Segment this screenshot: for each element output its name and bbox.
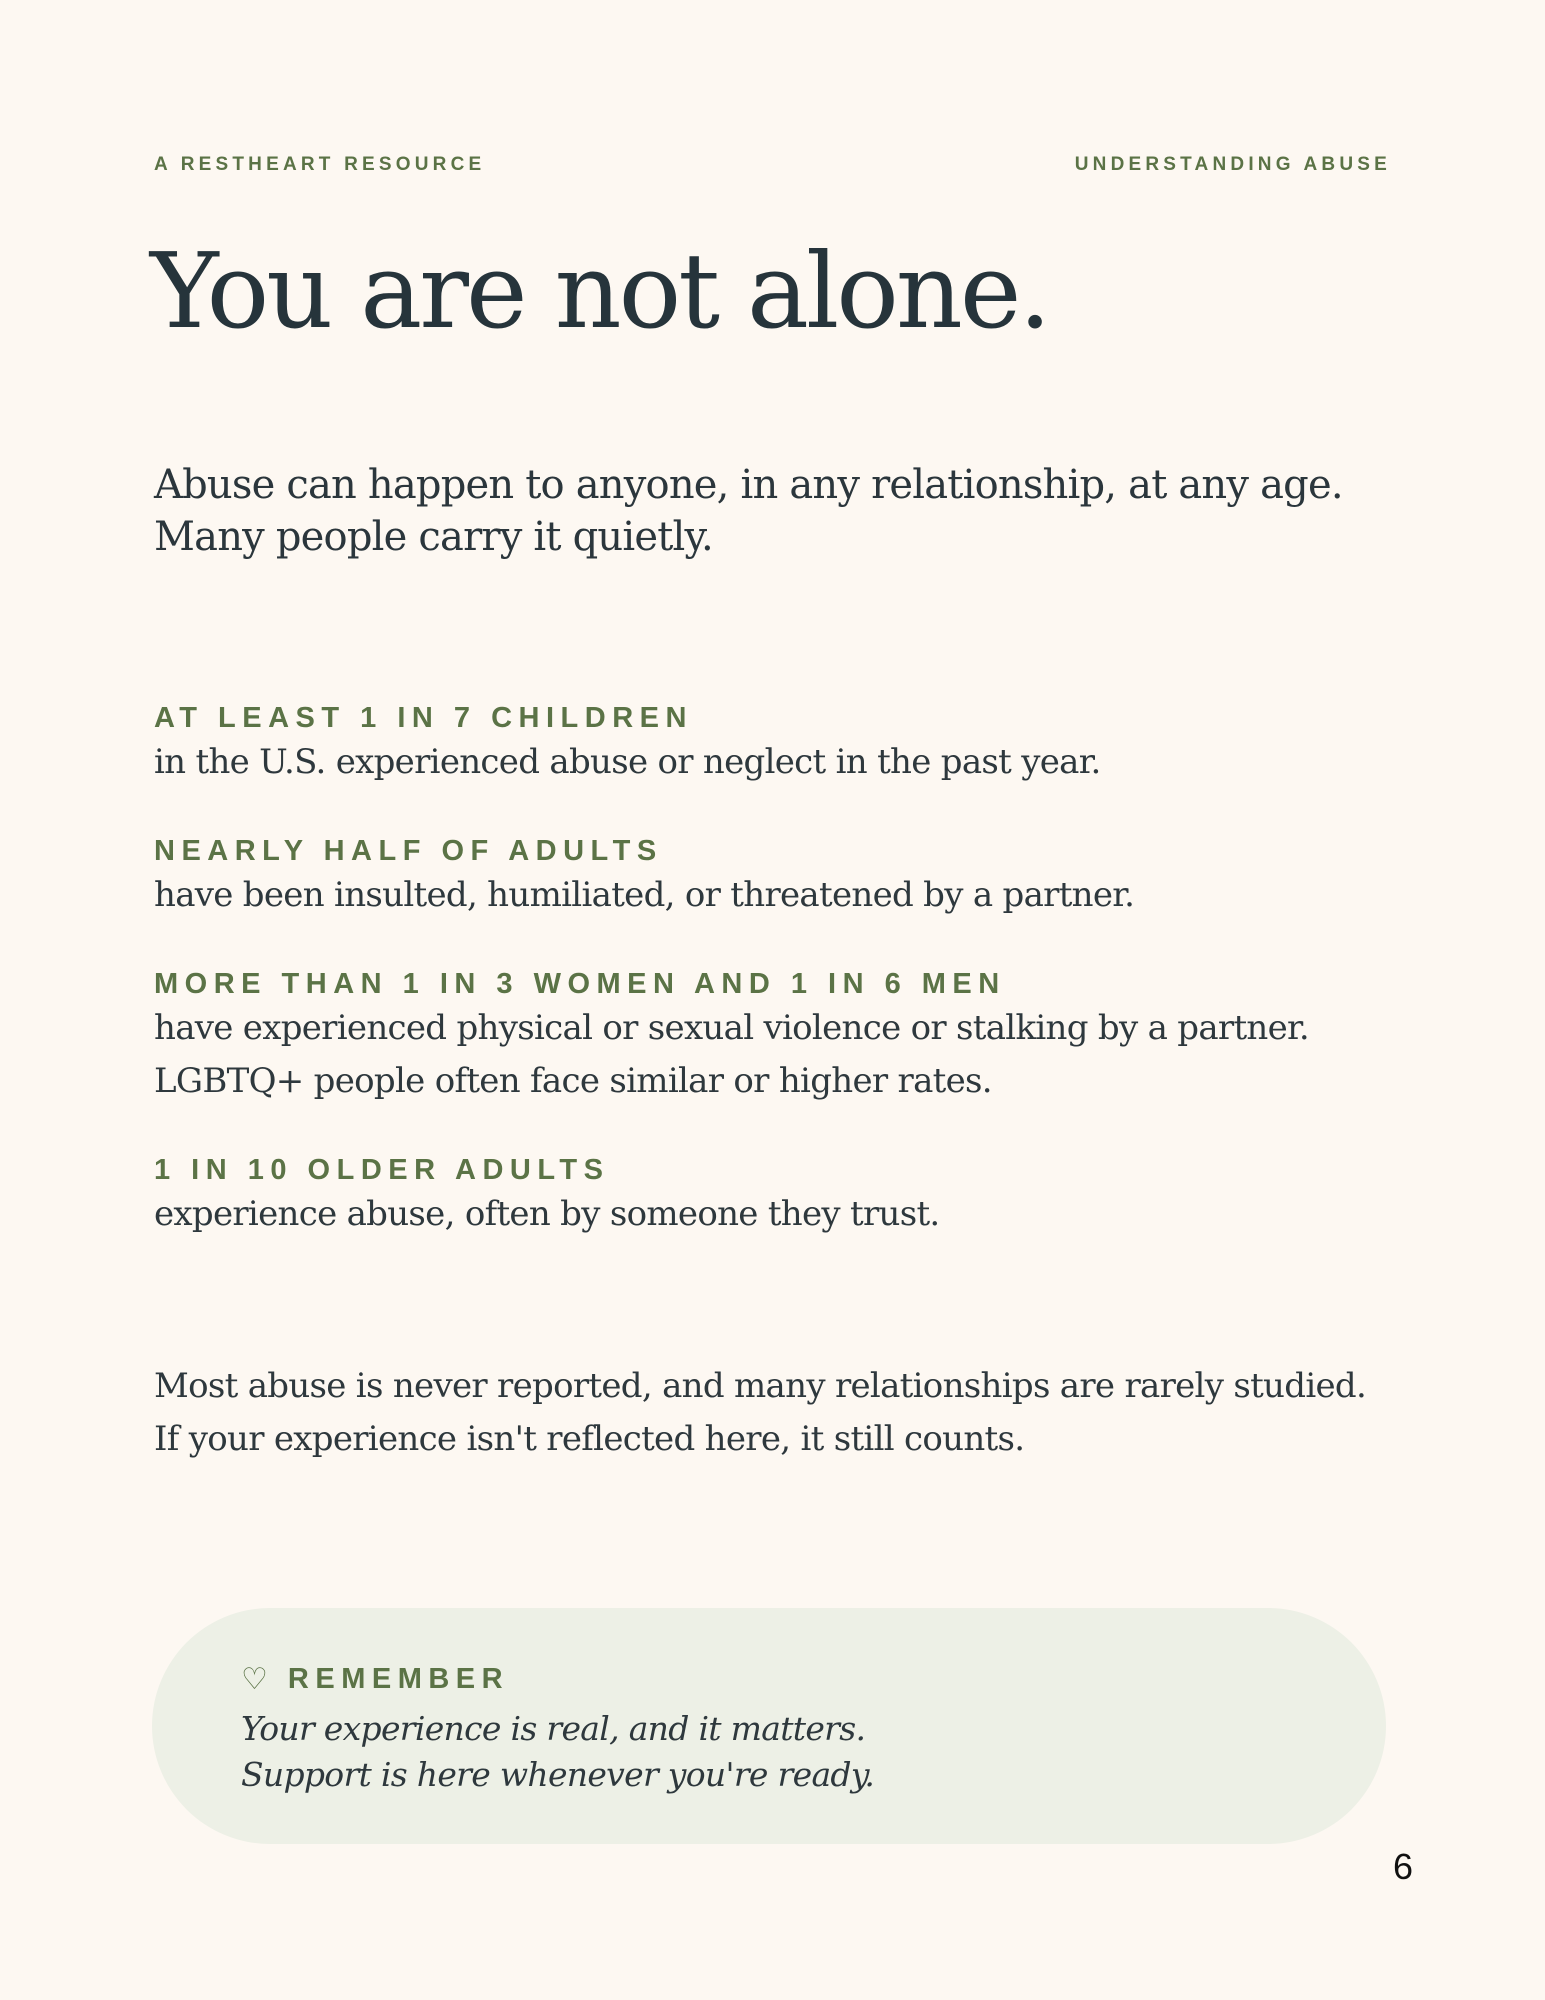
statistic-line: in the U.S. experienced abuse or neglect in the past year. <box>154 742 1101 782</box>
statistic-label: MORE THAN 1 IN 3 WOMEN AND 1 IN 6 MEN <box>154 968 1006 1000</box>
intro-line: Many people carry it quietly. <box>154 514 713 560</box>
statistic-item <box>154 966 1394 1108</box>
reporting-note <box>154 1360 1394 1466</box>
page-title: You are not alone. <box>150 230 1049 352</box>
callout-heading-row <box>241 1662 509 1697</box>
intro-line: Abuse can happen to anyone, in any relationship, at any age. <box>154 462 1343 508</box>
statistic-description <box>154 1002 1394 1108</box>
statistic-label: NEARLY HALF OF ADULTS <box>154 835 663 867</box>
callout-message <box>241 1706 874 1798</box>
page-number: 6 <box>1392 1846 1413 1887</box>
note-line: Most abuse is never reported, and many relationships are rarely studied. <box>154 1366 1367 1406</box>
statistic-item <box>154 1152 1394 1241</box>
heart-outline-icon: ♡ <box>241 1662 268 1697</box>
section-label: UNDERSTANDING ABUSE <box>1074 154 1391 175</box>
callout-line: Support is here whenever you're ready. <box>241 1755 875 1794</box>
statistic-description <box>154 1188 1394 1241</box>
resource-label: A RESTHEART RESOURCE <box>154 154 486 175</box>
statistics-list <box>154 700 1394 1285</box>
statistic-label: 1 IN 10 OLDER ADULTS <box>154 1154 610 1186</box>
statistic-line: experience abuse, often by someone they trust. <box>154 1194 940 1234</box>
statistic-item <box>154 700 1394 789</box>
statistic-line: have experienced physical or sexual violence or stalking by a partner. <box>154 1008 1309 1048</box>
statistic-line: LGBTQ+ people often face similar or higher rates. <box>154 1061 992 1101</box>
statistic-item <box>154 833 1394 922</box>
statistic-label: AT LEAST 1 IN 7 CHILDREN <box>154 702 693 734</box>
callout-line: Your experience is real, and it matters. <box>241 1709 866 1748</box>
statistic-description <box>154 869 1394 922</box>
callout-heading: REMEMBER <box>287 1663 510 1695</box>
remember-callout <box>152 1608 1386 1844</box>
statistic-line: have been insulted, humiliated, or threatened by a partner. <box>154 875 1135 915</box>
note-line: If your experience isn't reflected here, it still counts. <box>154 1419 1025 1459</box>
statistic-description <box>154 736 1394 789</box>
intro-paragraph <box>154 459 1394 563</box>
